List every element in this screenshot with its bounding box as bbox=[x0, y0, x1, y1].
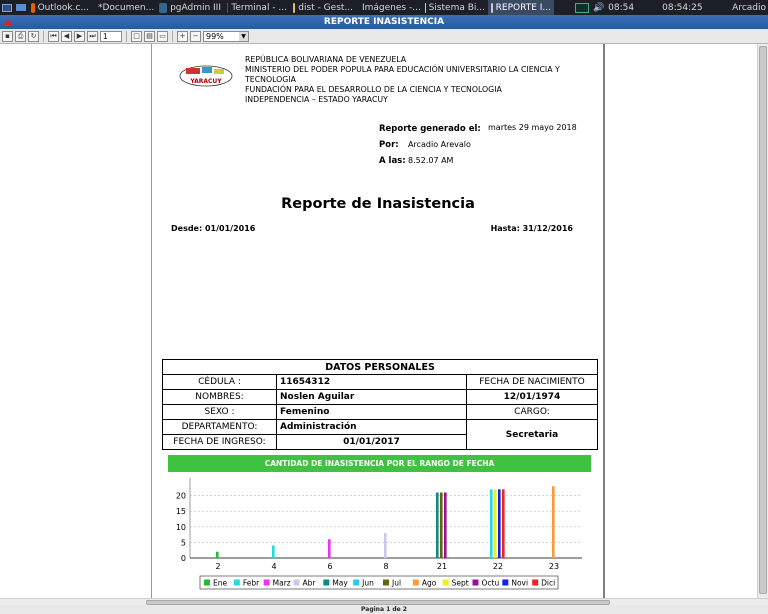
taskbar-app[interactable] bbox=[156, 0, 224, 15]
legend-label: Ago bbox=[421, 578, 437, 588]
taskbar-app[interactable] bbox=[488, 0, 554, 15]
volume-icon[interactable]: 🔊 bbox=[592, 2, 605, 13]
network-graph-icon[interactable] bbox=[575, 3, 589, 13]
date-from: Desde: 01/01/2016 bbox=[171, 224, 256, 233]
horizontal-scrollbar[interactable] bbox=[0, 598, 768, 605]
taskbar-app[interactable] bbox=[356, 0, 422, 15]
hire-value: 01/01/2017 bbox=[277, 435, 467, 450]
taskbar-app-label: Sistema Bi... bbox=[428, 2, 485, 13]
save-icon[interactable]: ▪ bbox=[2, 31, 13, 42]
legend-swatch bbox=[383, 580, 389, 586]
department-label: DEPARTAMENTO: bbox=[163, 420, 277, 435]
names-value: Noslen Aguilar bbox=[277, 390, 467, 405]
next-page-icon[interactable]: ▶ bbox=[74, 31, 85, 42]
taskbar-app-label: Imágenes -... bbox=[362, 2, 421, 13]
first-page-icon[interactable]: ⏮ bbox=[48, 31, 59, 42]
x-tick-label: 2 bbox=[215, 562, 221, 571]
legend-swatch bbox=[502, 580, 508, 586]
window-title: REPORTE INASISTENCIA bbox=[323, 17, 445, 27]
legend-label: Ene bbox=[213, 578, 228, 588]
names-label: NOMBRES: bbox=[163, 390, 277, 405]
sex-value: Femenino bbox=[277, 405, 467, 420]
date-to: Hasta: 31/12/2016 bbox=[490, 224, 573, 233]
reload-icon[interactable]: ↻ bbox=[28, 31, 39, 42]
bar bbox=[272, 546, 275, 558]
fit-width-icon[interactable]: ▭ bbox=[157, 31, 168, 42]
x-tick-label: 21 bbox=[436, 562, 448, 571]
legend-swatch bbox=[443, 580, 449, 586]
print-icon[interactable]: ⎙ bbox=[15, 31, 26, 42]
cedula-value: 11654312 bbox=[277, 375, 467, 390]
elephant-icon bbox=[159, 3, 167, 13]
report-toolbar bbox=[0, 29, 768, 44]
page-number-input[interactable] bbox=[100, 31, 122, 42]
taskbar bbox=[0, 0, 768, 15]
report-title: Reporte de Inasistencia bbox=[281, 196, 475, 212]
taskbar-clock[interactable]: 08:54:25 bbox=[662, 2, 703, 13]
legend-label: Febr bbox=[242, 578, 260, 588]
taskbar-app[interactable] bbox=[224, 0, 290, 15]
personal-data-header: DATOS PERSONALES bbox=[163, 360, 598, 375]
x-tick-label: 8 bbox=[383, 562, 389, 571]
show-desktop-button[interactable] bbox=[14, 0, 28, 15]
firefox-icon bbox=[31, 3, 35, 13]
chart-title: CANTIDAD DE INASISTENCIA POR EL RANGO DE FECHA bbox=[168, 455, 591, 472]
taskbar-app-label: REPORTE I... bbox=[495, 2, 551, 13]
position-label: CARGO: bbox=[467, 405, 598, 420]
previous-page-icon[interactable]: ◀ bbox=[61, 31, 72, 42]
terminal-icon bbox=[227, 3, 228, 13]
java-app-icon bbox=[2, 16, 14, 28]
position-value: Secretaria bbox=[467, 420, 598, 450]
bar bbox=[444, 492, 447, 558]
taskbar-app-label: Outlook.c... bbox=[37, 2, 89, 13]
chevron-down-icon[interactable]: ▼ bbox=[239, 32, 248, 41]
legend-label: Sept bbox=[451, 578, 469, 588]
hire-label: FECHA DE INGRESO: bbox=[163, 435, 277, 450]
legend-swatch bbox=[204, 580, 210, 586]
institution-line: FUNDACIÓN PARA EL DESARROLLO DE LA CIENCIA Y TECNOLOGIA bbox=[245, 85, 502, 94]
x-tick-label: 23 bbox=[548, 562, 560, 571]
birth-label: FECHA DE NACIMIENTO bbox=[467, 375, 598, 390]
legend-label: May bbox=[332, 578, 348, 588]
report-viewer bbox=[0, 44, 768, 598]
vertical-scrollbar[interactable] bbox=[757, 44, 768, 598]
y-tick-label: 10 bbox=[175, 522, 186, 532]
taskbar-app-label: Terminal - ... bbox=[231, 2, 287, 13]
legend-label: Jun bbox=[362, 578, 374, 588]
legend-label: Abr bbox=[302, 578, 316, 588]
start-menu-button[interactable] bbox=[0, 0, 14, 15]
legend-label: Novi bbox=[511, 578, 529, 588]
taskbar-app-label: *Documen... bbox=[98, 2, 155, 13]
taskbar-app[interactable] bbox=[92, 0, 156, 15]
folder-icon bbox=[293, 3, 295, 13]
institution-line: INDEPENDENCIA – ESTADO YARACUY bbox=[245, 95, 388, 104]
department-value: Administración bbox=[277, 420, 467, 435]
bar bbox=[498, 489, 501, 558]
x-tick-label: 4 bbox=[271, 562, 277, 571]
cedula-label: CÉDULA : bbox=[163, 375, 277, 390]
start-menu-icon bbox=[2, 4, 12, 12]
logo-text: YARACUY bbox=[190, 78, 222, 85]
generated-label: Reporte generado el: bbox=[379, 124, 481, 134]
bar bbox=[502, 489, 505, 558]
actual-size-icon[interactable]: □ bbox=[131, 31, 142, 42]
y-tick-label: 5 bbox=[180, 538, 186, 548]
window-titlebar bbox=[0, 15, 768, 29]
bar bbox=[216, 552, 219, 558]
toolbar-separator bbox=[172, 31, 173, 42]
user-menu[interactable]: Arcadio bbox=[732, 2, 766, 13]
zoom-select[interactable] bbox=[203, 31, 249, 42]
by-label: Por: bbox=[379, 140, 399, 150]
by-value: Arcadio Arevalo bbox=[408, 140, 471, 149]
report-page bbox=[151, 44, 603, 598]
taskbar-app-label: dist - Gest... bbox=[298, 2, 353, 13]
zoom-value: 99% bbox=[206, 31, 224, 41]
legend-swatch bbox=[234, 580, 240, 586]
yaracuy-logo bbox=[178, 64, 234, 88]
legend-swatch bbox=[473, 580, 479, 586]
legend-swatch bbox=[323, 580, 329, 586]
y-tick-label: 20 bbox=[175, 491, 186, 501]
legend-swatch bbox=[532, 580, 538, 586]
taskbar-app[interactable] bbox=[290, 0, 356, 15]
toolbar-separator bbox=[43, 31, 44, 42]
institution-header bbox=[245, 55, 590, 105]
bar bbox=[440, 492, 443, 558]
time-label: A las: bbox=[379, 156, 406, 166]
x-tick-label: 22 bbox=[492, 562, 504, 571]
bar bbox=[490, 489, 493, 558]
birth-value: 12/01/1974 bbox=[467, 390, 598, 405]
legend-swatch bbox=[294, 580, 300, 586]
taskbar-app[interactable] bbox=[28, 0, 92, 15]
absence-chart bbox=[152, 472, 603, 598]
page-status: Pagina 1 de 2 bbox=[0, 605, 768, 614]
institution-line: REPÚBLICA BOLIVARIANA DE VENEZUELA bbox=[245, 55, 407, 64]
bar bbox=[328, 539, 331, 558]
legend-swatch bbox=[353, 580, 359, 586]
legend-swatch bbox=[264, 580, 270, 586]
zoom-in-icon[interactable]: + bbox=[177, 31, 188, 42]
desktop-icon bbox=[16, 4, 26, 11]
last-page-icon[interactable]: ⏭ bbox=[87, 31, 98, 42]
bar bbox=[552, 486, 555, 558]
time-value: 8.52.07 AM bbox=[408, 156, 454, 165]
legend-swatch bbox=[413, 580, 419, 586]
y-tick-label: 15 bbox=[175, 507, 186, 517]
fit-page-icon[interactable]: ▤ bbox=[144, 31, 155, 42]
window-icon bbox=[425, 3, 426, 13]
generated-value: martes 29 mayo 2018 bbox=[488, 123, 577, 132]
bar bbox=[436, 492, 439, 558]
personal-data-table bbox=[162, 359, 598, 450]
bar bbox=[384, 533, 387, 558]
taskbar-app-label: pgAdmin III bbox=[170, 2, 221, 13]
y-tick-label: 0 bbox=[180, 554, 186, 563]
legend-label: Dici bbox=[541, 578, 556, 588]
institution-line: MINISTERIO DEL PODER POPULA PARA EDUCACIÓN UNIVERSITARIO LA CIENCIA Y TECNOLOGIA bbox=[245, 65, 560, 84]
zoom-out-icon[interactable]: − bbox=[190, 31, 201, 42]
tray-clock[interactable]: 08:54 bbox=[608, 2, 635, 13]
legend-label: Jul bbox=[392, 578, 402, 588]
window-icon bbox=[491, 3, 493, 13]
taskbar-app[interactable] bbox=[422, 0, 488, 15]
legend-label: Octu bbox=[481, 578, 500, 588]
vertical-scroll-thumb[interactable] bbox=[759, 46, 767, 594]
toolbar-separator bbox=[126, 31, 127, 42]
bar bbox=[494, 489, 497, 558]
x-tick-label: 6 bbox=[327, 562, 333, 571]
legend-label: Marz bbox=[272, 578, 291, 588]
sex-label: SEXO : bbox=[163, 405, 277, 420]
